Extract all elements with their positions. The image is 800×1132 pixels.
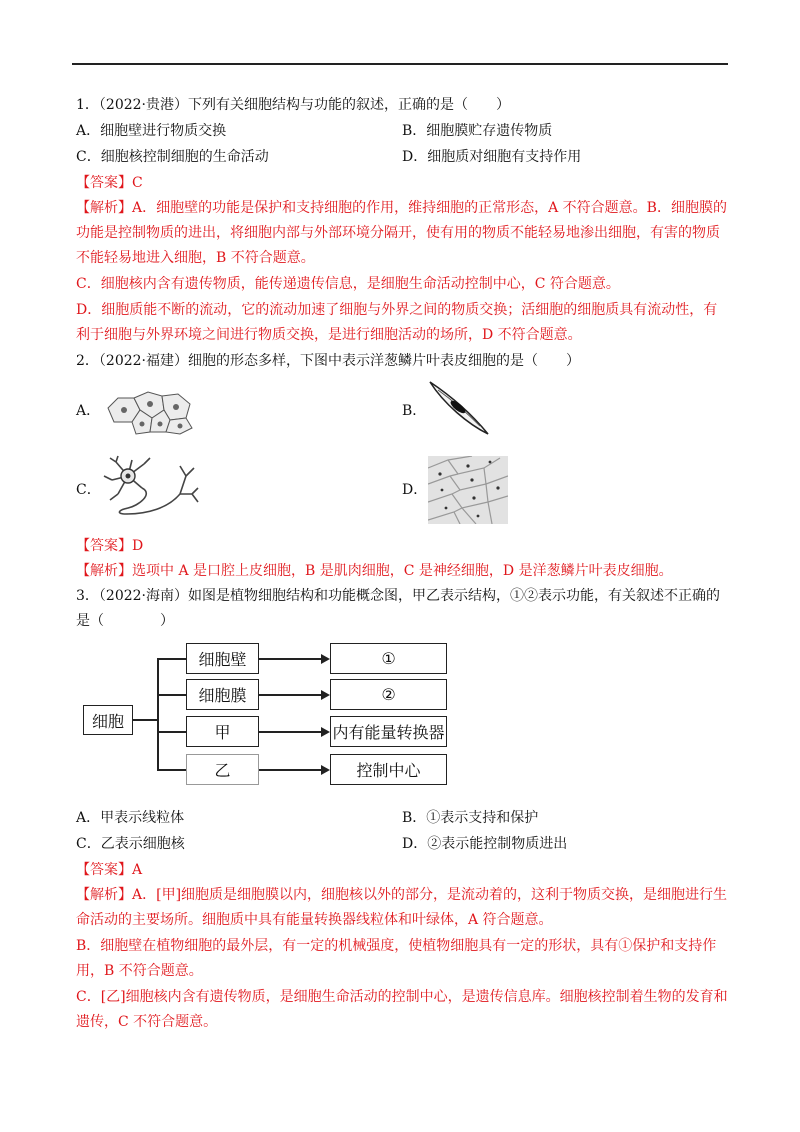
diagram-connector (133, 719, 158, 721)
q3-analysis-line: 遗传，C 不符合题意。 (76, 1014, 218, 1030)
diagram-connector (157, 731, 187, 733)
q2-answer: 【答案】D (76, 538, 144, 554)
diagram-structure-jia: 甲 (186, 716, 259, 747)
diagram-connector (157, 769, 187, 771)
q3-answer: 【答案】A (76, 862, 143, 878)
q1-option-d: D．细胞质对细胞有支持作用 (402, 149, 582, 165)
arrow-right-icon (321, 654, 330, 664)
arrow-right-icon (321, 690, 330, 700)
q1-analysis-line: 利于细胞与外界环境之间进行物质交换，是进行细胞活动的场所，D 不符合题意。 (76, 327, 582, 343)
q2-option-a: A． (76, 403, 101, 419)
epithelial-cells-image (100, 386, 200, 438)
q1-analysis-line: 功能是控制物质的进出，将细胞内部与外部环境分隔开，使有用的物质不能轻易地渗出细胞，有害的物质 (76, 225, 720, 241)
diagram-function-control: 控制中心 (330, 754, 447, 785)
q2-option-d: D． (402, 482, 428, 498)
q1-answer: 【答案】C (76, 175, 143, 191)
q3-analysis-line: 【解析】A．[甲]细胞质是细胞膜以内，细胞核以外的部分，是流动着的，这利于物质交换，是细胞进行生 (76, 887, 728, 903)
muscle-cell-image (424, 378, 494, 438)
q1-option-c: C．细胞核控制细胞的生命活动 (76, 149, 269, 165)
diagram-connector (157, 658, 187, 660)
q2-option-c: C． (76, 482, 101, 498)
q1-analysis-line: C．细胞核内含有遗传物质，能传递遗传信息，是细胞生命活动控制中心，C 符合题意。 (76, 276, 620, 292)
q3-analysis-line: B．细胞壁在植物细胞的最外层，有一定的机械强度，使植物细胞具有一定的形状，具有①保护和支持作 (76, 938, 717, 954)
q1-analysis-line: 不能轻易地进入细胞，B 不符合题意。 (76, 250, 315, 266)
diagram-structure-cell-membrane: 细胞膜 (186, 679, 259, 710)
diagram-connector (157, 658, 159, 770)
q1-option-a: A．细胞壁进行物质交换 (76, 123, 227, 139)
q2-analysis: 【解析】选项中 A 是口腔上皮细胞，B 是肌肉细胞，C 是神经细胞，D 是洋葱鳞片叶表皮细胞。 (76, 563, 673, 579)
diagram-function-energy: 内有能量转换器 (330, 716, 447, 747)
q3-stem: 3．（2022·海南）如图是植物细胞结构和功能概念图，甲乙表示结构，①②表示功能，有关叙述不正确的 (76, 588, 720, 604)
q3-option-c: C．乙表示细胞核 (76, 836, 185, 852)
neuron-cell-image (98, 454, 202, 520)
q3-analysis-line: 命活动的主要场所。细胞质中具有能量转换器线粒体和叶绿体，A 符合题意。 (76, 912, 553, 928)
arrow-right-icon (321, 727, 330, 737)
q3-option-a: A．甲表示线粒体 (76, 810, 185, 826)
q2-stem: 2．（2022·福建）细胞的形态多样，下图中表示洋葱鳞片叶表皮细胞的是（ ） (76, 353, 580, 369)
q2-option-b: B． (402, 403, 427, 419)
diagram-function-1: ① (330, 643, 447, 674)
q1-option-b: B．细胞膜贮存遗传物质 (402, 123, 553, 139)
q3-option-b: B．①表示支持和保护 (402, 810, 539, 826)
onion-epidermis-image (428, 456, 508, 524)
diagram-arrow-line (259, 769, 323, 771)
diagram-arrow-line (259, 731, 323, 733)
diagram-connector (157, 694, 187, 696)
q1-analysis-line: 【解析】A．细胞壁的功能是保护和支持细胞的作用，维持细胞的正常形态，A 不符合题意。B．细胞膜的 (76, 200, 727, 216)
q1-stem: 1．（2022·贵港）下列有关细胞结构与功能的叙述，正确的是（ ） (76, 97, 510, 113)
diagram-arrow-line (259, 658, 323, 660)
q3-stem-cont: 是（ ） (76, 613, 174, 629)
diagram-arrow-line (259, 694, 323, 696)
diagram-root-cell: 细胞 (83, 705, 133, 735)
q3-analysis-line: 用，B 不符合题意。 (76, 963, 203, 979)
q3-analysis-line: C．[乙]细胞核内含有遗传物质，是细胞生命活动的控制中心，是遗传信息库。细胞核控制着生物的发育和 (76, 989, 728, 1005)
header-rule (72, 63, 728, 65)
q1-analysis-line: D．细胞质能不断的流动，它的流动加速了细胞与外界之间的物质交换；活细胞的细胞质具有流动性，有 (76, 302, 718, 318)
diagram-function-2: ② (330, 679, 447, 710)
diagram-structure-yi: 乙 (186, 754, 259, 785)
arrow-right-icon (321, 765, 330, 775)
q3-option-d: D．②表示能控制物质进出 (402, 836, 568, 852)
diagram-structure-cell-wall: 细胞壁 (186, 643, 259, 674)
